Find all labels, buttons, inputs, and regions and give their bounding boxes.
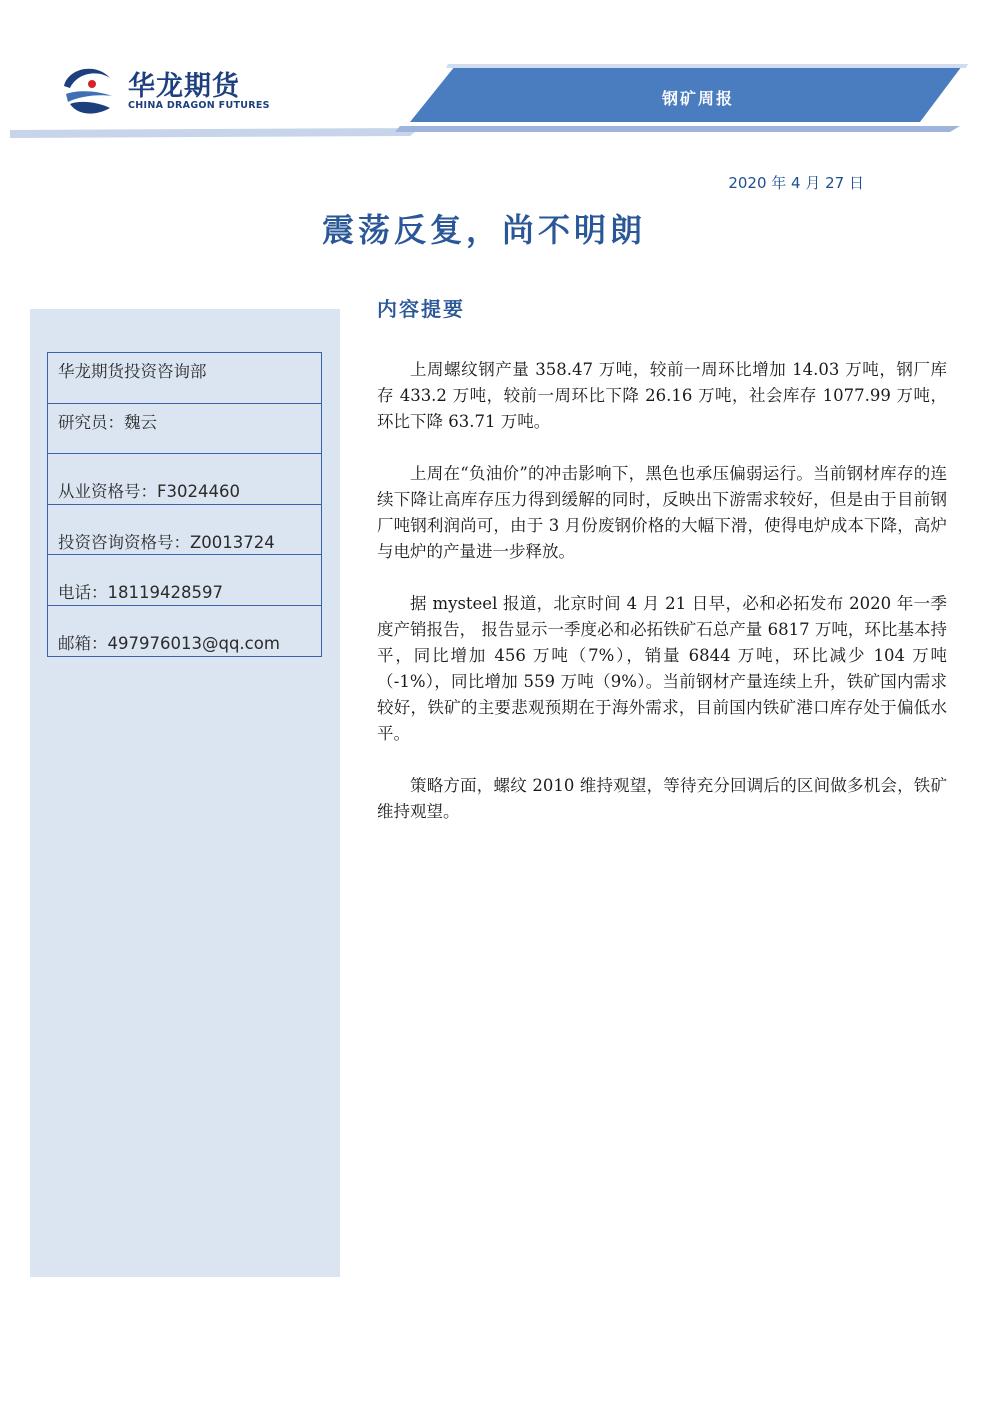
email-address: 497976013@qq.com (107, 633, 280, 653)
header-underline (10, 128, 420, 138)
department-label: 华龙期货投资咨询部 (58, 362, 207, 381)
summary-paragraph-3: 据 mysteel 报道，北京时间 4 月 21 日早，必和必拓发布 2020 年一季度产销报告， 报告显示一季度必和必拓铁矿石总产量 6817 万吨，环比基本持平，同比增加 456 万吨（7%），销量 6844 万吨，环比减少 104 万吨（-1%），同比增加 559 万吨（9%）。当前钢材产量连续上升，铁矿国内需求较好，铁矿的主要悲观预期在于海外需求，目前国内铁矿港口库存处于偏低水平。 (377, 594, 947, 743)
info-row-consult-qualification (48, 505, 321, 556)
analyst-info-table (47, 352, 322, 657)
brand-name-cn: 华龙期货 (128, 71, 240, 102)
info-row-email (48, 606, 321, 657)
report-header (0, 0, 992, 150)
info-row-qualification (48, 454, 321, 505)
info-row-department (48, 353, 321, 404)
dragon-logo-icon (58, 60, 118, 120)
researcher-label: 研究员：魏云 (58, 412, 157, 432)
brand-name-en: CHINA DRAGON FUTURES (128, 100, 270, 111)
info-row-researcher (48, 404, 321, 455)
summary-paragraph-2: 上周在“负油价”的冲击影响下，黑色也承压偏弱运行。当前钢材库存的连续下降让高库存压力得到缓解的同时，反映出下游需求较好，但是由于目前钢厂吨钢利润尚可，由于 3 月份废钢价格的大幅下滑，使得电炉成本下降，高炉与电炉的产量进一步释放。 (377, 464, 947, 561)
phone-number: 18119428597 (107, 583, 223, 602)
consult-qualification-label: 投资咨询资格号： (58, 532, 190, 552)
qualification-number: F3024460 (157, 482, 240, 501)
summary-heading: 内容提要 (377, 297, 465, 321)
consult-qualification-number: Z0013724 (190, 532, 275, 552)
email-label: 邮箱： (58, 633, 108, 653)
header-underline-right (395, 126, 960, 132)
summary-content (377, 357, 947, 851)
phone-label: 电话： (58, 583, 108, 602)
info-row-phone (48, 555, 321, 606)
qualification-label: 从业资格号： (58, 482, 157, 501)
banner-top-edge (446, 64, 968, 68)
report-type-label: 钢矿周报 (662, 89, 735, 108)
report-date: 2020 年 4 月 27 日 (728, 174, 864, 192)
summary-paragraph-1: 上周螺纹钢产量 358.47 万吨，较前一周环比增加 14.03 万吨，钢厂库存 433.2 万吨，较前一周环比下降 26.16 万吨，社会库存 1077.99 万吨，环比下降 63.71 万吨。 (377, 360, 947, 431)
report-title: 震荡反复，尚不明朗 (321, 211, 646, 249)
summary-paragraph-4: 策略方面，螺纹 2010 维持观望，等待充分回调后的区间做多机会，铁矿维持观望。 (377, 776, 947, 821)
